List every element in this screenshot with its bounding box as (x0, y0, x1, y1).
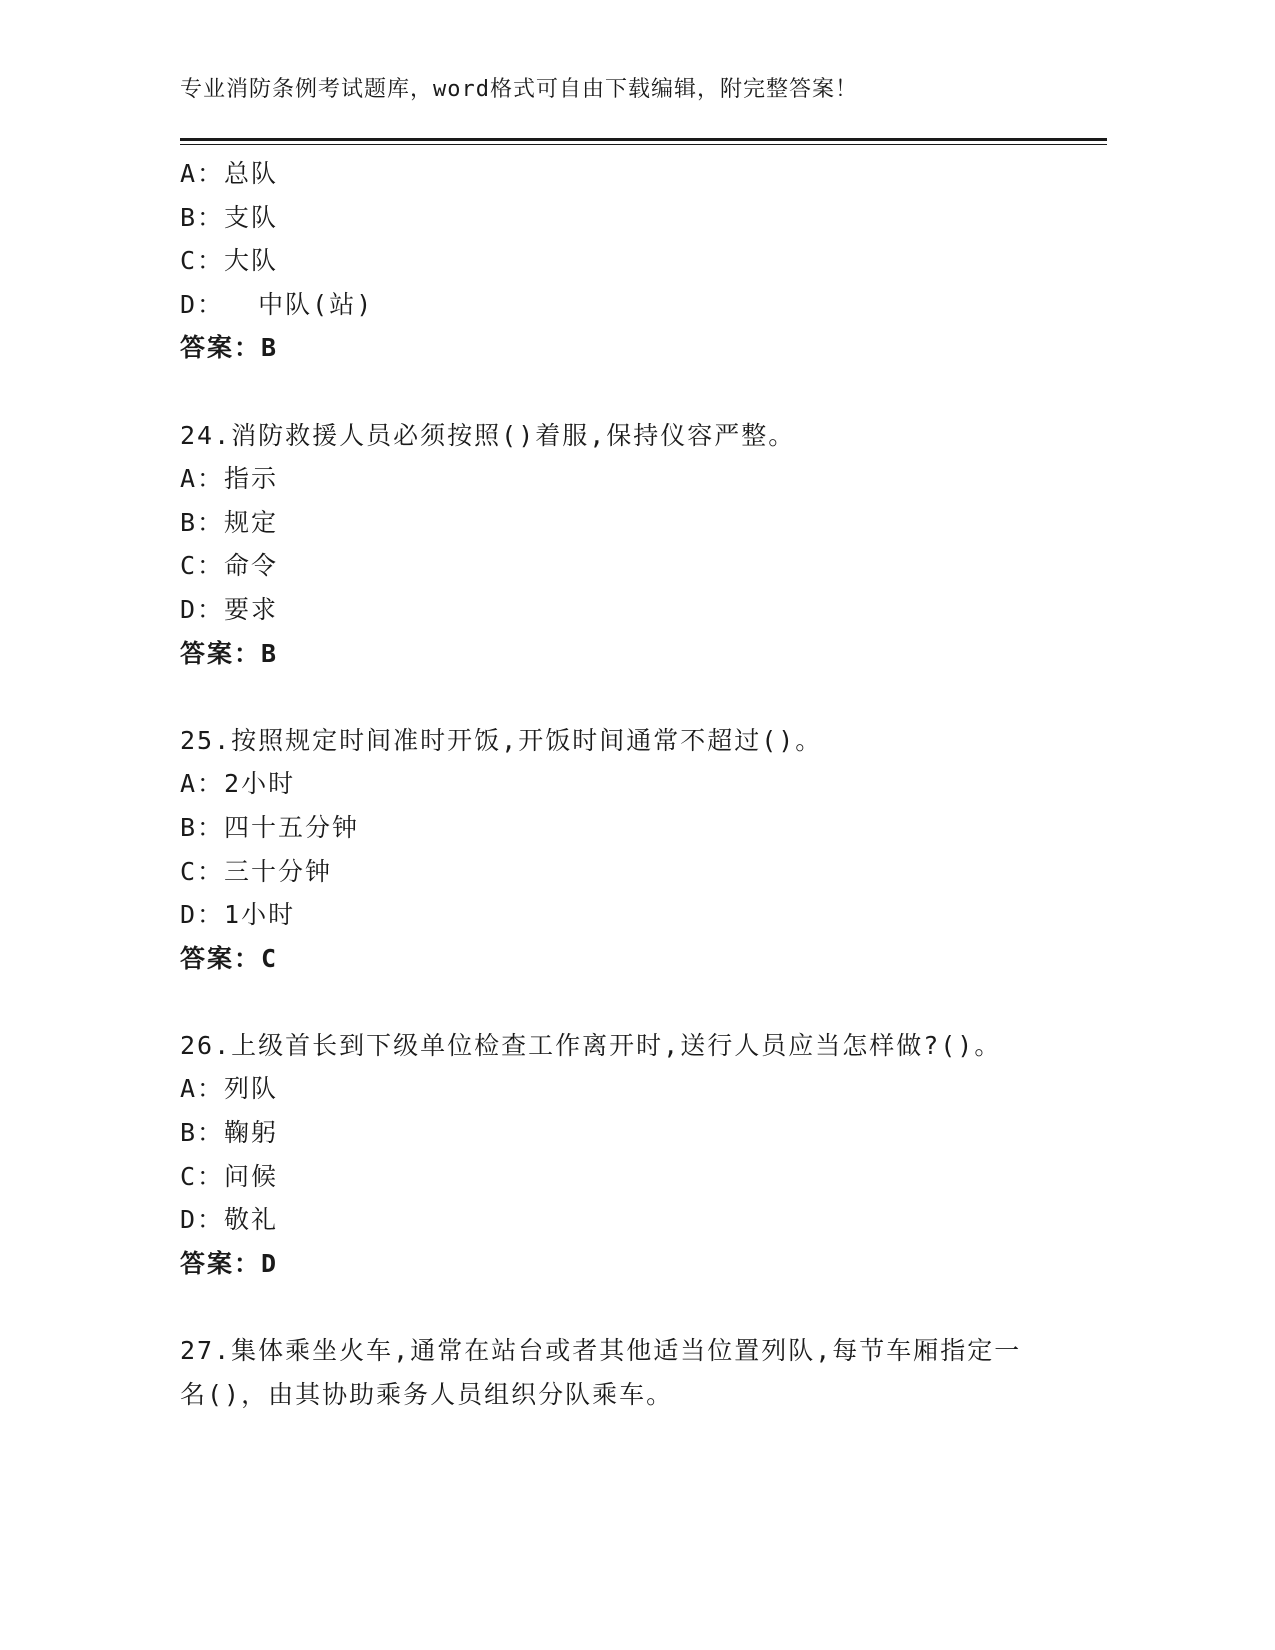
question-23-continued (180, 152, 1107, 370)
option-c: C：问候 (180, 1161, 279, 1191)
option-d: D：要求 (180, 594, 279, 624)
option-d: D：敬礼 (180, 1205, 279, 1235)
answer-line: 答案：C (180, 943, 279, 973)
option-c: C：大队 (180, 246, 279, 276)
question-stem: 25.按照规定时间准时开饭,开饭时间通常不超过()。 (180, 725, 823, 755)
spacer (180, 370, 1107, 414)
option-c: C：命令 (180, 551, 279, 581)
page-header: 专业消防条例考试题库，word格式可自由下载编辑，附完整答案！ (180, 77, 858, 102)
question-stem: 26.上级首长到下级单位检查工作离开时,送行人员应当怎样做?()。 (180, 1030, 1002, 1060)
option-d: D：1小时 (180, 900, 296, 930)
question-26 (180, 1024, 1107, 1286)
spacer (180, 675, 1107, 719)
option-b: B：四十五分钟 (180, 812, 360, 842)
option-a: A：指示 (180, 464, 279, 494)
option-b: B：支队 (180, 202, 279, 232)
option-a: A：列队 (180, 1074, 279, 1104)
question-stem-line-1: 27.集体乘坐火车,通常在站台或者其他适当位置列队,每节车厢指定一 (180, 1336, 1022, 1366)
spacer (180, 1285, 1107, 1329)
option-a: A：2小时 (180, 769, 296, 799)
question-25 (180, 719, 1107, 981)
option-c: C：三十分钟 (180, 856, 333, 886)
option-d: D： 中队(站) (180, 289, 374, 319)
header-rule-thick (180, 138, 1107, 141)
answer-line: 答案：B (180, 638, 279, 668)
answer-line: 答案：B (180, 333, 279, 363)
question-27 (180, 1329, 1107, 1416)
question-24 (180, 414, 1107, 676)
question-stem: 24.消防救援人员必须按照()着服,保持仪容严整。 (180, 420, 796, 450)
spacer (180, 980, 1107, 1024)
question-list (180, 152, 1107, 1416)
option-b: B：鞠躬 (180, 1118, 279, 1148)
option-b: B：规定 (180, 507, 279, 537)
question-stem-line-2: 名()，由其协助乘务人员组织分队乘车。 (180, 1379, 674, 1409)
answer-line: 答案：D (180, 1248, 279, 1278)
header-rule-thin (180, 144, 1107, 145)
option-a: A：总队 (180, 159, 279, 188)
